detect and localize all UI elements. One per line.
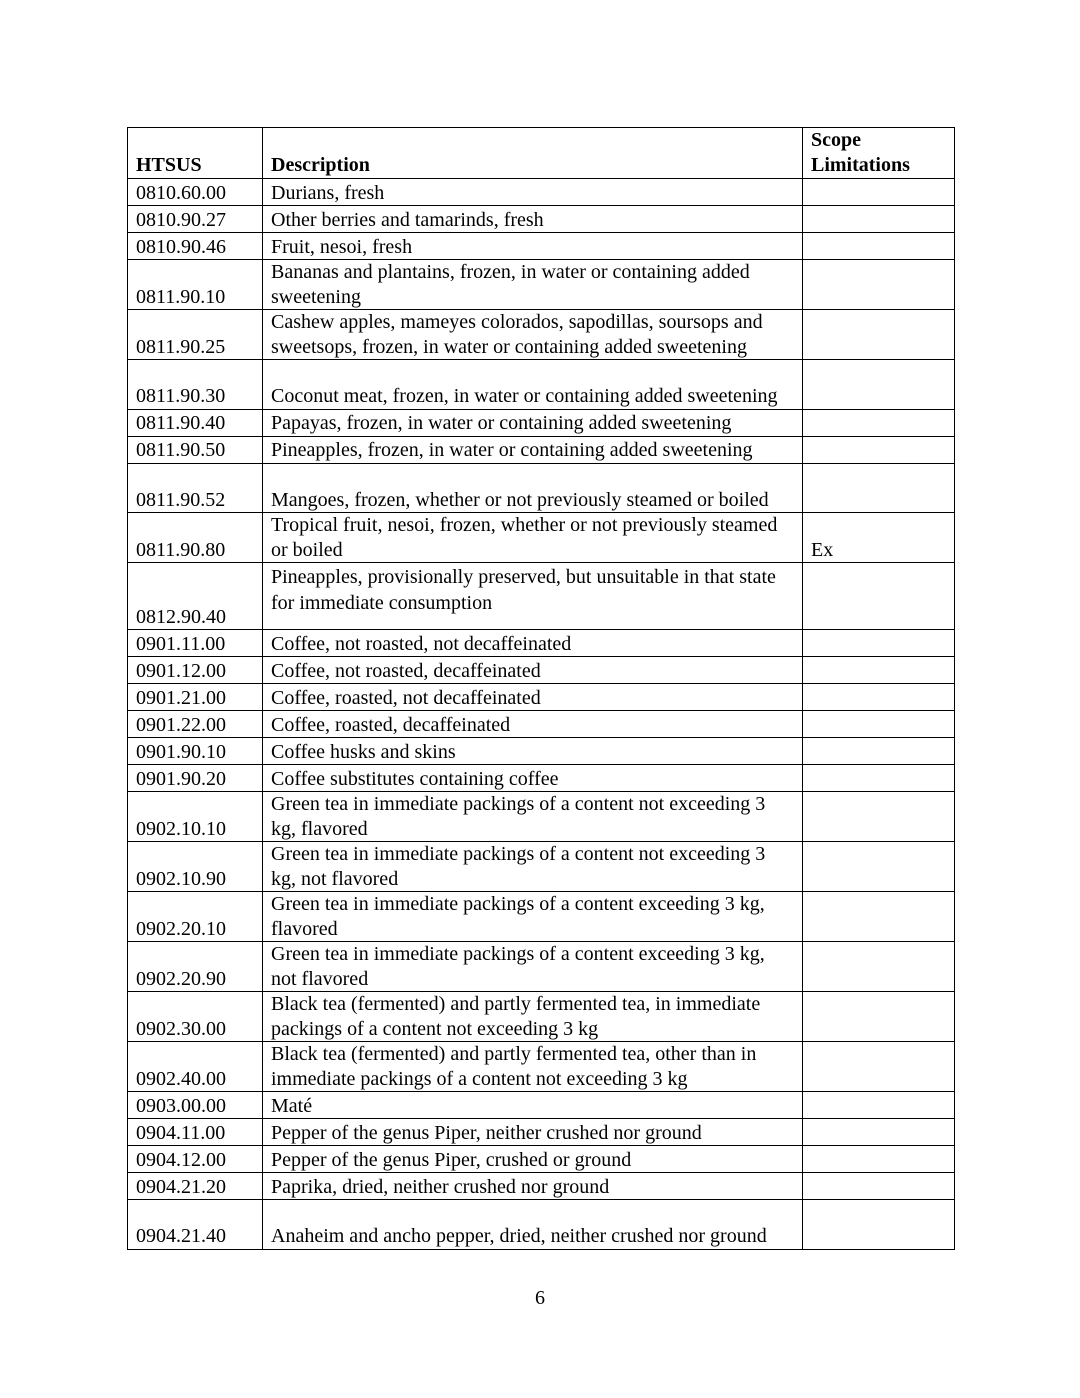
scope-cell	[803, 992, 955, 1042]
description-cell: Tropical fruit, nesoi, frozen, whether or not previously steamed or boiled	[263, 513, 803, 563]
htsus-cell: 0904.12.00	[128, 1146, 263, 1173]
table-row	[128, 684, 955, 711]
header-scope-line2: Limitations	[811, 153, 910, 176]
description-cell: Papayas, frozen, in water or containing added sweetening	[263, 409, 803, 436]
scope-cell: Ex	[803, 513, 955, 563]
scope-cell	[803, 630, 955, 657]
scope-cell	[803, 892, 955, 942]
table-row	[128, 1042, 955, 1092]
scope-cell	[803, 1173, 955, 1200]
htsus-cell: 0902.20.10	[128, 892, 263, 942]
htsus-cell: 0810.90.46	[128, 233, 263, 260]
description-cell: Pineapples, provisionally preserved, but unsuitable in that state for immediate consumption	[263, 563, 803, 630]
scope-cell	[803, 233, 955, 260]
description-cell: Durians, fresh	[263, 179, 803, 206]
table-row	[128, 463, 955, 513]
table-row	[128, 630, 955, 657]
htsus-cell: 0903.00.00	[128, 1092, 263, 1119]
table-row	[128, 233, 955, 260]
htsus-cell: 0901.22.00	[128, 711, 263, 738]
table-row	[128, 842, 955, 892]
description-cell: Pineapples, frozen, in water or containing added sweetening	[263, 436, 803, 463]
scope-cell	[803, 436, 955, 463]
table-row	[128, 260, 955, 310]
htsus-cell: 0811.90.30	[128, 360, 263, 410]
scope-cell	[803, 206, 955, 233]
table-row	[128, 1119, 955, 1146]
table-row	[128, 310, 955, 360]
description-cell: Coffee husks and skins	[263, 738, 803, 765]
description-cell: Coffee, not roasted, decaffeinated	[263, 657, 803, 684]
table-row	[128, 1200, 955, 1250]
htsus-cell: 0901.11.00	[128, 630, 263, 657]
scope-cell	[803, 360, 955, 410]
scope-cell	[803, 657, 955, 684]
htsus-cell: 0904.11.00	[128, 1119, 263, 1146]
table-row	[128, 179, 955, 206]
scope-cell	[803, 1092, 955, 1119]
table-row	[128, 206, 955, 233]
htsus-cell: 0901.21.00	[128, 684, 263, 711]
htsus-cell: 0904.21.20	[128, 1173, 263, 1200]
scope-cell	[803, 684, 955, 711]
table-row	[128, 409, 955, 436]
htsus-cell: 0902.30.00	[128, 992, 263, 1042]
htsus-cell: 0901.90.10	[128, 738, 263, 765]
scope-cell	[803, 942, 955, 992]
htsus-cell: 0811.90.25	[128, 310, 263, 360]
htsus-cell: 0810.60.00	[128, 179, 263, 206]
table-row	[128, 765, 955, 792]
htsus-cell: 0812.90.40	[128, 563, 263, 630]
description-cell: Coffee, roasted, not decaffeinated	[263, 684, 803, 711]
table-row	[128, 1092, 955, 1119]
description-cell: Green tea in immediate packings of a content not exceeding 3 kg, not flavored	[263, 842, 803, 892]
scope-cell	[803, 409, 955, 436]
table-row	[128, 892, 955, 942]
scope-cell	[803, 1146, 955, 1173]
table-row	[128, 992, 955, 1042]
description-cell: Green tea in immediate packings of a content not exceeding 3 kg, flavored	[263, 792, 803, 842]
description-cell: Other berries and tamarinds, fresh	[263, 206, 803, 233]
htsus-cell: 0811.90.52	[128, 463, 263, 513]
htsus-cell: 0811.90.50	[128, 436, 263, 463]
scope-cell	[803, 1200, 955, 1250]
htsus-table	[127, 127, 955, 1250]
scope-cell	[803, 179, 955, 206]
htsus-cell: 0904.21.40	[128, 1200, 263, 1250]
description-cell: Pepper of the genus Piper, crushed or ground	[263, 1146, 803, 1173]
table-row	[128, 360, 955, 410]
htsus-cell: 0811.90.10	[128, 260, 263, 310]
htsus-cell: 0902.20.90	[128, 942, 263, 992]
table-row	[128, 1173, 955, 1200]
table-row	[128, 792, 955, 842]
description-cell: Coconut meat, frozen, in water or containing added sweetening	[263, 360, 803, 410]
scope-cell	[803, 463, 955, 513]
table-row	[128, 513, 955, 563]
description-cell: Mangoes, frozen, whether or not previously steamed or boiled	[263, 463, 803, 513]
description-cell: Anaheim and ancho pepper, dried, neither crushed nor ground	[263, 1200, 803, 1250]
description-cell: Pepper of the genus Piper, neither crushed nor ground	[263, 1119, 803, 1146]
htsus-cell: 0901.90.20	[128, 765, 263, 792]
header-description: Description	[263, 128, 803, 179]
description-cell: Black tea (fermented) and partly fermented tea, other than in immediate packings of a content not exceeding 3 kg	[263, 1042, 803, 1092]
scope-cell	[803, 563, 955, 630]
table-row	[128, 563, 955, 630]
description-cell: Coffee, not roasted, not decaffeinated	[263, 630, 803, 657]
table-row	[128, 942, 955, 992]
description-cell: Green tea in immediate packings of a content exceeding 3 kg, flavored	[263, 892, 803, 942]
scope-cell	[803, 738, 955, 765]
description-cell: Coffee, roasted, decaffeinated	[263, 711, 803, 738]
scope-cell	[803, 310, 955, 360]
table-row	[128, 711, 955, 738]
htsus-cell: 0902.40.00	[128, 1042, 263, 1092]
htsus-cell: 0811.90.40	[128, 409, 263, 436]
description-cell: Bananas and plantains, frozen, in water or containing added sweetening	[263, 260, 803, 310]
scope-cell	[803, 792, 955, 842]
description-cell: Coffee substitutes containing coffee	[263, 765, 803, 792]
scope-cell	[803, 1042, 955, 1092]
table-row	[128, 738, 955, 765]
description-cell: Black tea (fermented) and partly fermented tea, in immediate packings of a content not exceeding 3 kg	[263, 992, 803, 1042]
htsus-cell: 0811.90.80	[128, 513, 263, 563]
scope-cell	[803, 1119, 955, 1146]
description-cell: Green tea in immediate packings of a content exceeding 3 kg, not flavored	[263, 942, 803, 992]
description-cell: Paprika, dried, neither crushed nor ground	[263, 1173, 803, 1200]
table-row	[128, 657, 955, 684]
description-cell: Maté	[263, 1092, 803, 1119]
table-row	[128, 1146, 955, 1173]
scope-cell	[803, 711, 955, 738]
scope-cell	[803, 765, 955, 792]
htsus-cell: 0902.10.90	[128, 842, 263, 892]
scope-cell	[803, 842, 955, 892]
table-header-row	[128, 128, 955, 179]
description-cell: Fruit, nesoi, fresh	[263, 233, 803, 260]
header-scope-line1: Scope	[811, 129, 861, 151]
htsus-cell: 0810.90.27	[128, 206, 263, 233]
htsus-cell: 0901.12.00	[128, 657, 263, 684]
header-scope-limitations	[803, 128, 955, 179]
description-cell: Cashew apples, mameyes colorados, sapodillas, soursops and sweetsops, frozen, in water or containing added sweetening	[263, 310, 803, 360]
header-htsus: HTSUS	[128, 128, 263, 179]
scope-cell	[803, 260, 955, 310]
table-row	[128, 436, 955, 463]
htsus-cell: 0902.10.10	[128, 792, 263, 842]
page-number: 6	[535, 1287, 545, 1309]
